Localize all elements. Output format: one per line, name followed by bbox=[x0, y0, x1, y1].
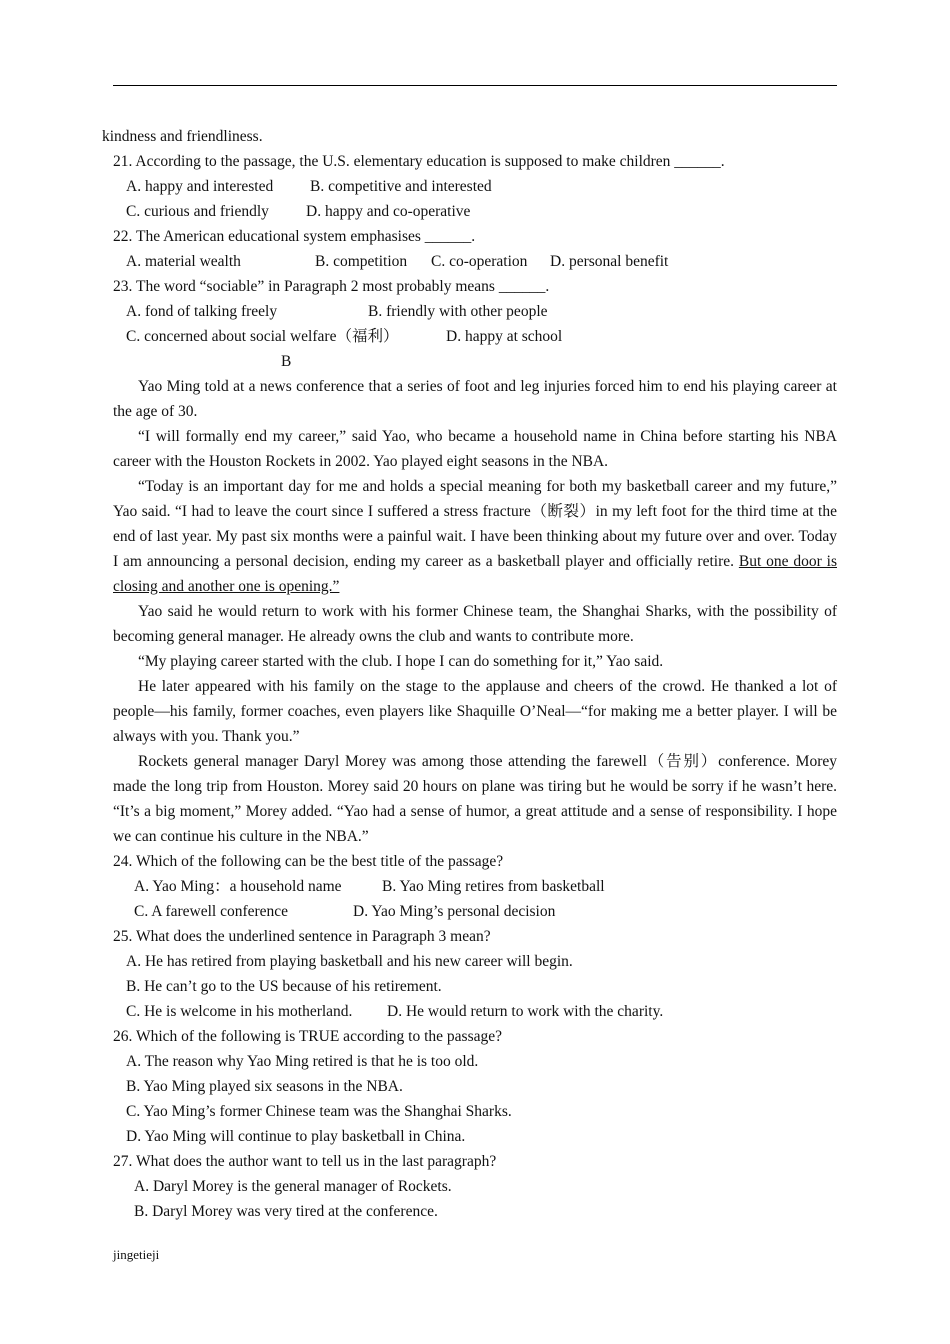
question-27: 27. What does the author want to tell us in the last paragraph? bbox=[113, 1153, 497, 1170]
question-21: 21. According to the passage, the U.S. elementary education is supposed to make children ______. bbox=[113, 153, 725, 170]
options-row bbox=[134, 899, 837, 924]
passage-paragraph-7: Rockets general manager Daryl Morey was among those attending the farewell（告别）conference. Morey made the long trip from Houston. Morey said 20 hours on plane was tiring but he would be sorry if he wasn’t here. “It’s a big moment,” Morey added. “Yao had a sense of humor, a great attitude and a sense of responsibility. I hope we can continue his culture in the NBA.” bbox=[113, 753, 837, 845]
option-b: B. friendly with other people bbox=[368, 303, 548, 320]
question-22: 22. The American educational system emphasises ______. bbox=[113, 228, 476, 245]
option-d: D. happy at school bbox=[446, 328, 563, 345]
options-row bbox=[134, 874, 837, 899]
options-row bbox=[126, 999, 837, 1024]
option-a: A. He has retired from playing basketball and his new career will begin. bbox=[126, 953, 573, 970]
option-a: A. fond of talking freely bbox=[126, 303, 278, 320]
option-d: D. happy and co-operative bbox=[306, 203, 471, 220]
paragraph-3-text: “Today is an important day for me and holds a special meaning for both my basketball career and my future,” Yao said. “I had to leave the court since I suffered a stress fracture（断裂）in my left foot for the third time at the end of last year. My past six months were a painful wait. I have been thinking about my future over and over. Today I am announcing a personal decision, ending my career as a basketball player and officially retire. bbox=[113, 478, 837, 570]
passage-paragraph-3 bbox=[113, 474, 837, 599]
options-row bbox=[126, 249, 837, 274]
option-a: A. material wealth bbox=[126, 253, 241, 270]
option-c: C. concerned about social welfare（福利） bbox=[126, 328, 399, 345]
passage-paragraph-4: Yao said he would return to work with his former Chinese team, the Shanghai Sharks, with the possibility of becoming general manager. He already owns the club and wants to contribute more. bbox=[113, 603, 837, 645]
option-d: D. He would return to work with the charity. bbox=[387, 1003, 664, 1020]
passage-paragraph-6: He later appeared with his family on the stage to the applause and cheers of the crowd. He thanked a lot of people—his family, former coaches, even players like Shaquille O’Neal—“for making me a better player. I will be always with you. Thank you.” bbox=[113, 678, 837, 745]
question-23: 23. The word “sociable” in Paragraph 2 most probably means ______. bbox=[113, 278, 550, 295]
question-25: 25. What does the underlined sentence in Paragraph 3 mean? bbox=[113, 928, 491, 945]
passage-paragraph-5: “My playing career started with the club. I hope I can do something for it,” Yao said. bbox=[138, 653, 664, 670]
option-a: A. The reason why Yao Ming retired is that he is too old. bbox=[126, 1053, 479, 1070]
continuation-line: kindness and friendliness. bbox=[102, 128, 263, 145]
option-b: B. competitive and interested bbox=[310, 178, 492, 195]
option-b: B. competition bbox=[315, 253, 408, 270]
header-rule bbox=[113, 85, 837, 86]
question-24: 24. Which of the following can be the best title of the passage? bbox=[113, 853, 504, 870]
option-b: B. Yao Ming played six seasons in the NBA. bbox=[126, 1078, 403, 1095]
option-d: D. Yao Ming’s personal decision bbox=[353, 903, 556, 920]
option-a: A. happy and interested bbox=[126, 178, 274, 195]
page-content bbox=[102, 124, 837, 1224]
passage-paragraph-1: Yao Ming told at a news conference that a series of foot and leg injuries forced him to end his playing career at the age of 30. bbox=[113, 378, 837, 420]
option-c: C. A farewell conference bbox=[134, 903, 289, 920]
option-b: B. Yao Ming retires from basketball bbox=[382, 878, 605, 895]
option-a: A. Yao Ming：a household name bbox=[134, 878, 342, 895]
options-row bbox=[126, 299, 837, 324]
option-d: D. Yao Ming will continue to play basketball in China. bbox=[126, 1128, 466, 1145]
option-c: C. He is welcome in his motherland. bbox=[126, 1003, 353, 1020]
option-b: B. He can’t go to the US because of his retirement. bbox=[126, 978, 442, 995]
option-a: A. Daryl Morey is the general manager of Rockets. bbox=[134, 1178, 452, 1195]
underlined-sentence: But one door is closing and another one is opening.” bbox=[113, 553, 837, 595]
option-b: B. Daryl Morey was very tired at the conference. bbox=[134, 1203, 438, 1220]
option-c: C. co-operation bbox=[431, 253, 528, 270]
page-footer: jingetieji bbox=[113, 1247, 160, 1262]
section-label: B bbox=[281, 353, 292, 370]
options-row bbox=[126, 199, 837, 224]
option-c: C. curious and friendly bbox=[126, 203, 269, 220]
options-row bbox=[126, 174, 837, 199]
options-row bbox=[126, 324, 837, 349]
option-d: D. personal benefit bbox=[550, 253, 669, 270]
question-26: 26. Which of the following is TRUE according to the passage? bbox=[113, 1028, 502, 1045]
option-c: C. Yao Ming’s former Chinese team was the Shanghai Sharks. bbox=[126, 1103, 512, 1120]
passage-paragraph-2: “I will formally end my career,” said Yao, who became a household name in China before starting his NBA career with the Houston Rockets in 2002. Yao played eight seasons in the NBA. bbox=[113, 428, 837, 470]
